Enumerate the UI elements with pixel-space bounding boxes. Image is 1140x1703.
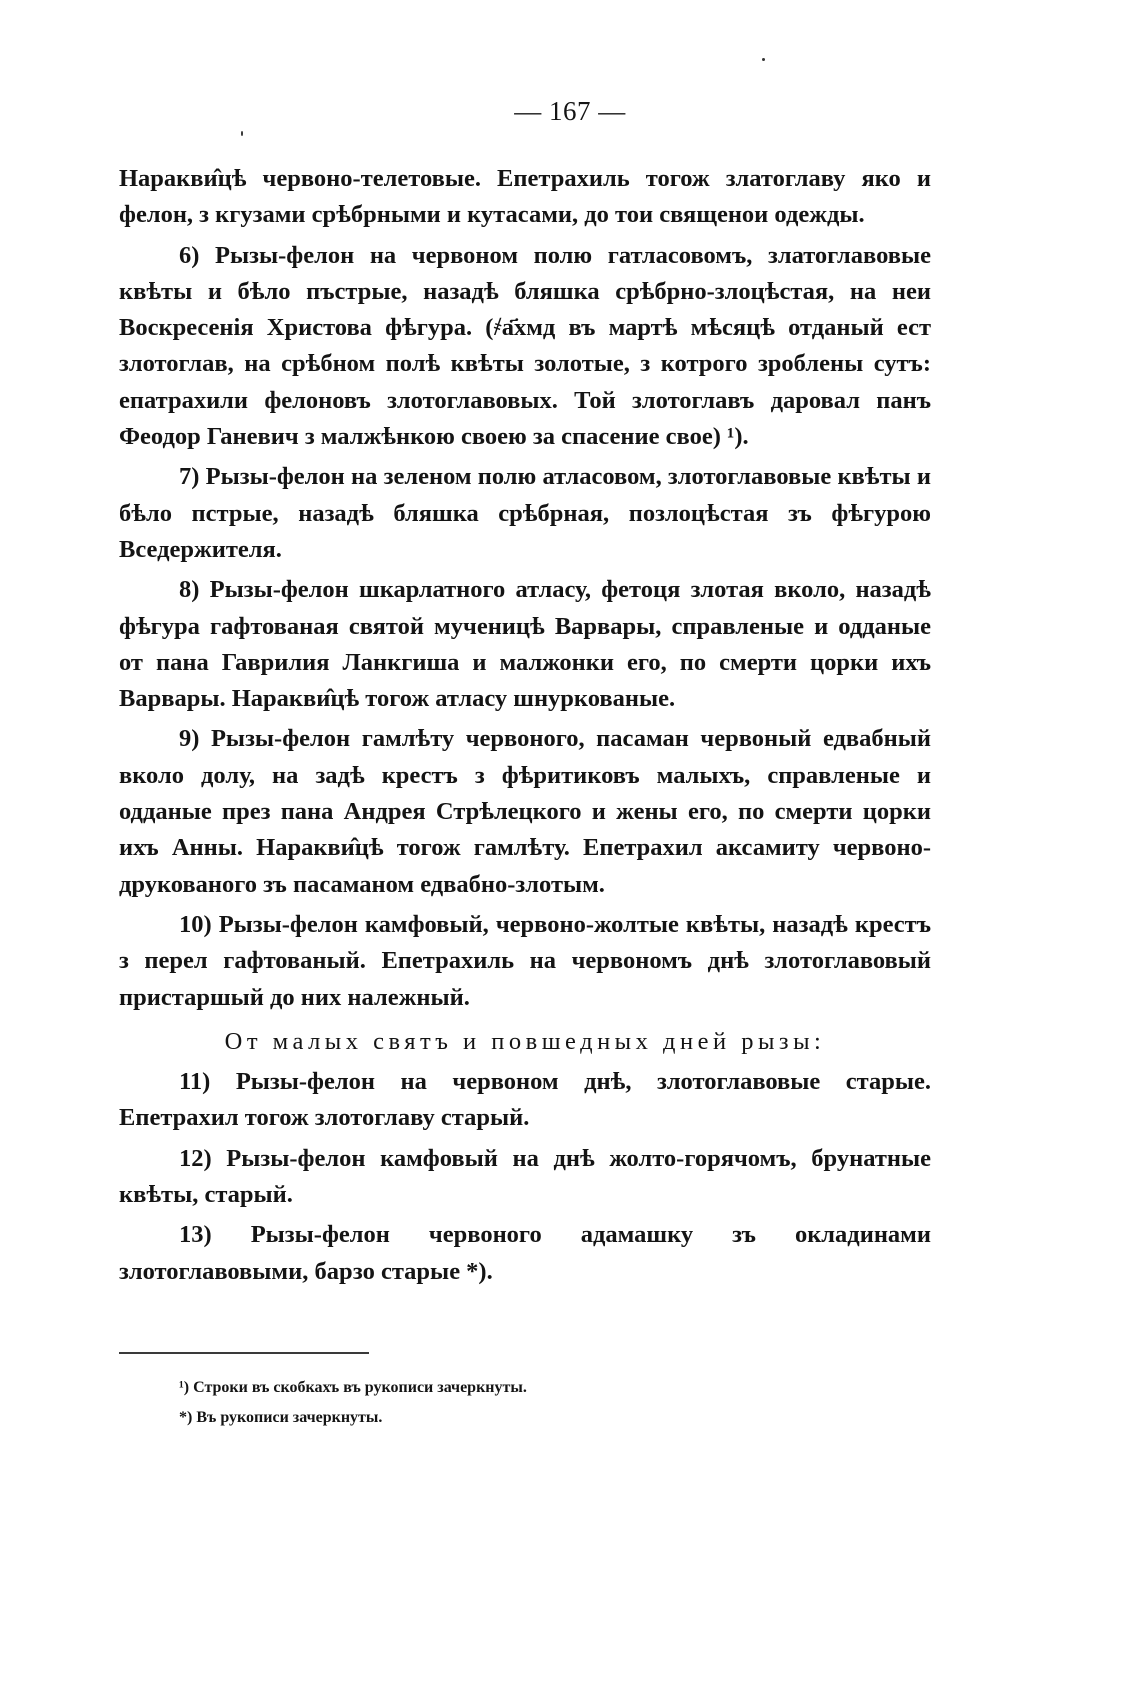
print-speck	[241, 131, 243, 136]
section-subheading: От малых святъ и повшедных дней рызы:	[224, 1027, 826, 1055]
paragraph-item-13: 13) Рызы-фелон червоного адамашку зъ окладинами злотоглавовыми, барзо старые *).	[119, 1221, 931, 1285]
paragraph: Наракви̂цѣ червоно-телетовые. Епетрахиль тогож златоглаву яко и фелон, з кгузами срѣбрными и кутасами, до тои священои одежды.	[119, 165, 931, 229]
paragraph-item-12: 12) Рызы-фелон камфовый на днѣ жолто-горячомъ, брунатные квѣты, старый.	[119, 1144, 931, 1209]
paragraph-item-11: 11) Рызы-фелон на червоном днѣ, злотоглавовые старые. Епетрахил тогож злотоглаву старый.	[119, 1068, 931, 1132]
footnote-divider	[119, 1352, 369, 1354]
paragraph-item-7: 7) Рызы-фелон на зеленом полю атласовом, злотоглавовые квѣты и бѣло пстрые, назадѣ бляшка срѣбрная, позлоцѣстая зъ фѣгурою Вседержителя.	[119, 463, 931, 563]
paragraph-item-10: 10) Рызы-фелон камфовый, червоно-жолтые квѣты, назадѣ крестъ з перел гафтованый. Епетрахиль на червономъ днѣ злотоглавовый пристаршый до них належный.	[119, 910, 931, 1011]
paragraph-item-9: 9) Рызы-фелон гамлѣту червоного, пасаман червоный едвабный вколо долу, на задѣ крестъ з фѣритиковъ малыхъ, справленые и одданые през пана Андрея Стрѣлецкого и жены его, по смерти цорки ихъ Анны. Наракви̂цѣ тогож гамлѣту. Епетрахил аксамиту червоно-друкованого зъ пасаманом едвабно-злотым.	[119, 725, 931, 898]
paragraph-item-6: 6) Рызы-фелон на червоном полю гатласовомъ, златоглавовые квѣты и бѣло пъстрые, назадѣ бляшка срѣбрно-злоцѣстая, на неи Воскресенія Христова фѣгура. (҂а҃хмд въ мартѣ мѣсяцѣ отданый ест злотоглав, на срѣбном полѣ квѣты золотые, з котрого зроблены сутъ: епатрахили фелоновъ злотоглавовых. Той злотоглавъ даровал панъ Феодор Ганевич з малжѣнкою своею за спасение свое) ¹).	[119, 241, 931, 451]
main-text	[119, 161, 931, 1290]
footnotes	[119, 1373, 931, 1433]
page-number: — 167 —	[514, 96, 626, 126]
footnote-1: ¹) Строки въ скобкахъ въ рукописи зачеркнуты.	[179, 1379, 527, 1396]
paragraph-item-8: 8) Рызы-фелон шкарлатного атласу, фетоця злотая вколо, назадѣ фѣгура гафтованая святой мученицѣ Варвары, справленые и одданые от пана Гаврилия Ланкгиша и малжонки его, по смерти цорки ихъ Варвары. Наракви̂цѣ тогож атласу шнуркованые.	[119, 576, 931, 713]
footnote-star: *) Въ рукописи зачеркнуты.	[179, 1409, 383, 1426]
print-speck	[762, 58, 765, 61]
